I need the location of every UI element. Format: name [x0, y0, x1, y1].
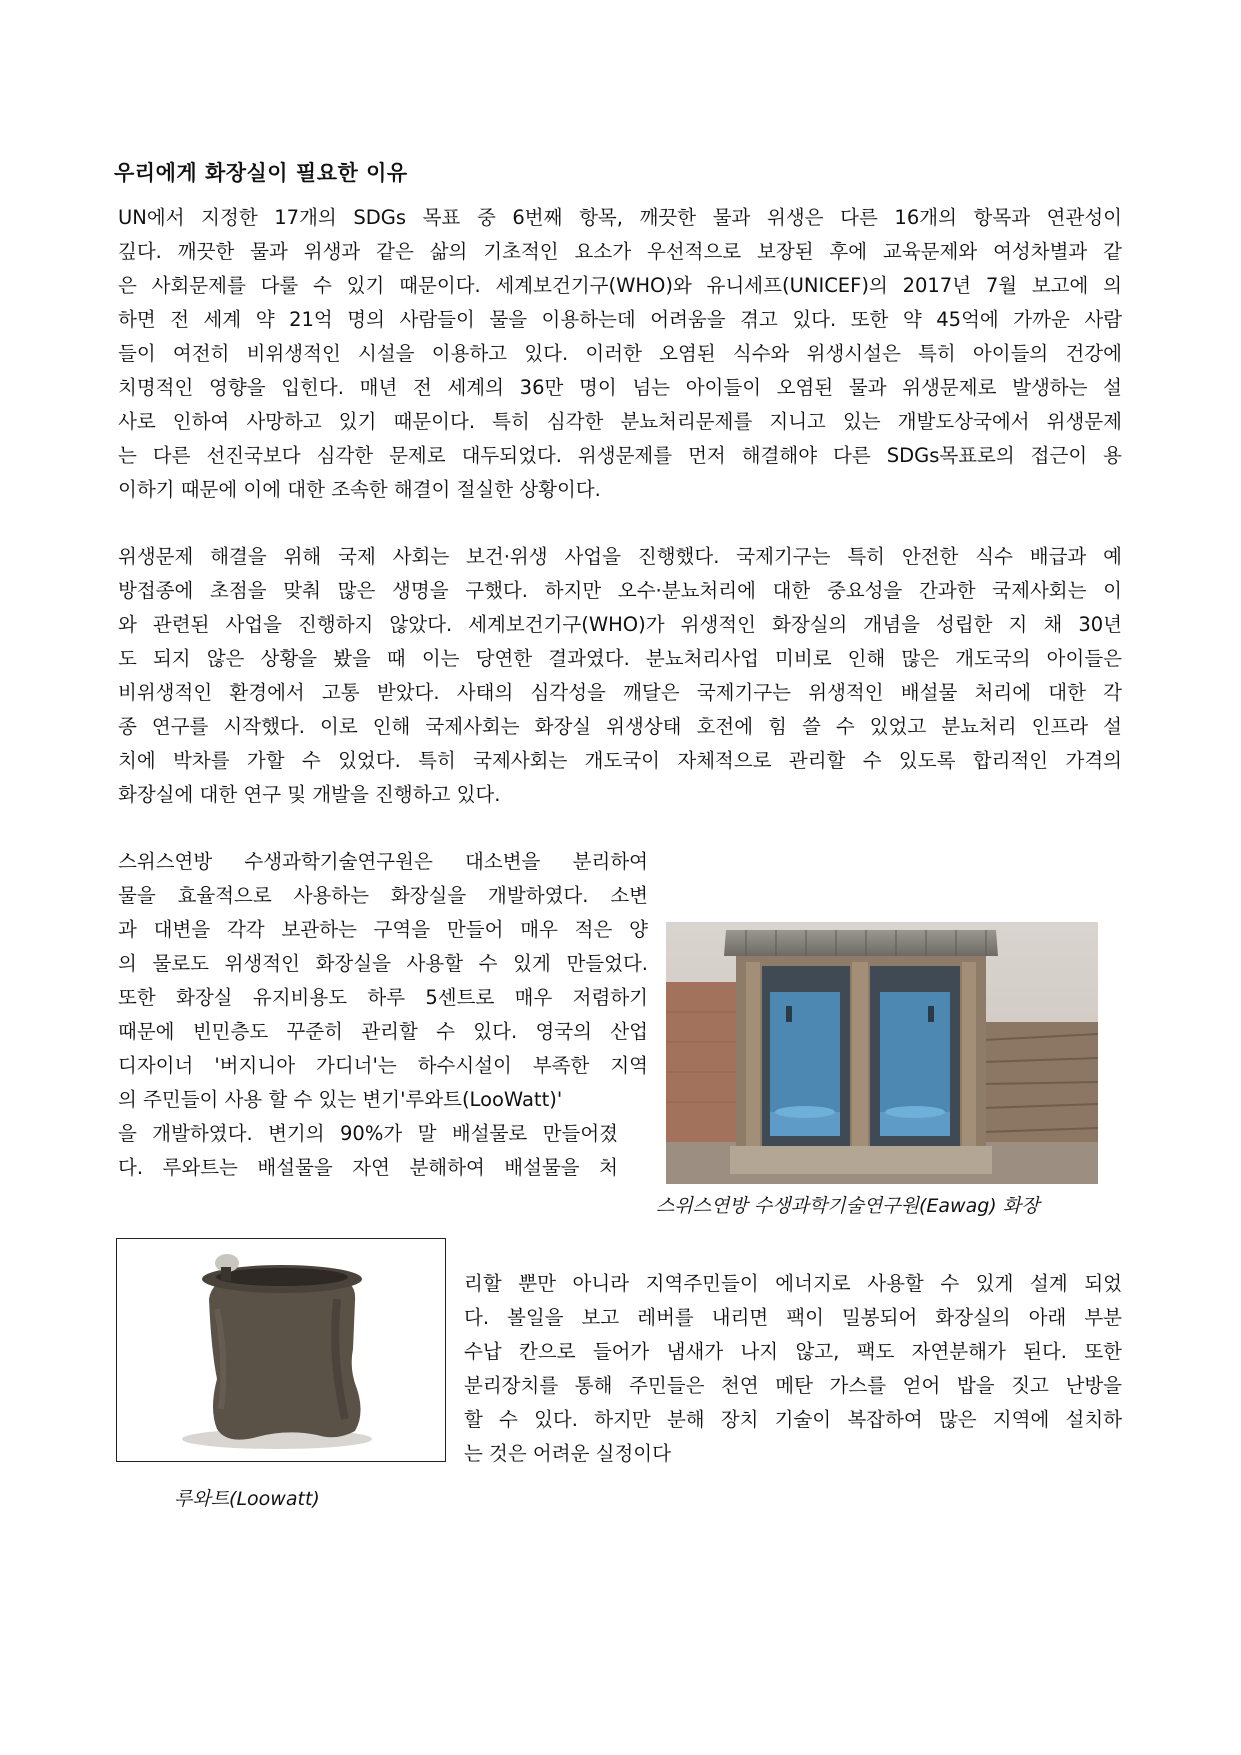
paragraph-line: 는 다른 선진국보다 심각한 문제로 대두되었다. 위생문제를 먼저 해결해야 다른 SDGs목표로의 접근이 용 — [118, 444, 1122, 467]
paragraph-line: 방접종에 초점을 맞춰 많은 생명을 구했다. 하지만 오수·분뇨처리에 대한 중요성을 간과한 국제사회는 이 — [118, 579, 1122, 602]
paragraph-line: 의 물로도 위생적인 화장실을 사용할 수 있게 만들었다. — [118, 952, 648, 975]
eawag-toilet-illustration — [666, 922, 1098, 1184]
paragraph-line: 때문에 빈민층도 꾸준히 관리할 수 있다. 영국의 산업 — [118, 1020, 648, 1043]
paragraph-line: 리할 뿐만 아니라 지역주민들이 에너지로 사용할 수 있게 설계 되었 — [464, 1272, 1122, 1295]
loowatt-photo-frame — [116, 1238, 446, 1462]
paragraph-line: 는 것은 어려운 실정이다 — [464, 1442, 671, 1465]
loowatt-photo-caption: 루와트(Loowatt) — [174, 1488, 320, 1510]
paragraph-line: 도 되지 않은 상황을 봤을 때 이는 당연한 결과였다. 분뇨처리사업 미비로 인해 많은 개도국의 아이들은 — [118, 647, 1122, 670]
paragraph-line: 을 개발하였다. 변기의 90%가 말 배설물로 만들어졌 — [118, 1122, 618, 1145]
paragraph-line: 깊다. 깨끗한 물과 위생과 같은 삶의 기초적인 요소가 우선적으로 보장된 후에 교육문제와 여성차별과 같 — [118, 240, 1122, 263]
paragraph-line: 들이 여전히 비위생적인 시설을 이용하고 있다. 이러한 오염된 식수와 위생시설은 특히 아이들의 건강에 — [118, 342, 1122, 365]
paragraph-line: 분리장치를 통해 주민들은 천연 메탄 가스를 얻어 밥을 짓고 난방을 — [464, 1374, 1122, 1397]
eawag-toilet-photo — [666, 922, 1098, 1184]
paragraph-line: 과 대변을 각각 보관하는 구역을 만들어 매우 적은 양 — [118, 918, 648, 941]
paragraph-line: 와 관련된 사업을 진행하지 않았다. 세계보건기구(WHO)가 위생적인 화장실의 개념을 성립한 지 채 30년 — [118, 613, 1122, 636]
paragraph-line: 할 수 있다. 하지만 분해 장치 기술이 복잡하여 많은 지역에 설치하 — [464, 1408, 1122, 1431]
paragraph-line: 수납 칸으로 들어가 냄새가 나지 않고, 팩도 자연분해가 된다. 또한 — [464, 1340, 1122, 1363]
paragraph-line: 치명적인 영향을 입힌다. 매년 전 세계의 36만 명이 넘는 아이들이 오염된 물과 위생문제로 발생하는 설 — [118, 376, 1122, 399]
paragraph-line: 비위생적인 환경에서 고통 받았다. 사태의 심각성을 깨달은 국제기구는 위생적인 배설물 처리에 대한 각 — [118, 681, 1122, 704]
paragraph-line: 다. 볼일을 보고 레버를 내리면 팩이 밀봉되어 화장실의 아래 부분 — [464, 1306, 1122, 1329]
paragraph-line: 스위스연방 수생과학기술연구원은 대소변을 분리하여 — [118, 850, 648, 873]
paragraph-line: 치에 박차를 가할 수 있었다. 특히 국제사회는 개도국이 자체적으로 관리할 수 있도록 합리적인 가격의 — [118, 749, 1122, 772]
paragraph-line: 디자이너 '버지니아 가디너'는 하수시설이 부족한 지역 — [118, 1054, 648, 1077]
paragraph-line: 하면 전 세계 약 21억 명의 사람들이 물을 이용하는데 어려움을 겪고 있다. 또한 약 45억에 가까운 사람 — [118, 308, 1122, 331]
loowatt-toilet-illustration — [117, 1239, 445, 1461]
paragraph-line: 의 주민들이 사용 할 수 있는 변기'루와트(LooWatt)' — [118, 1088, 563, 1111]
paragraph-line: 또한 화장실 유지비용도 하루 5센트로 매우 저렴하기 — [118, 986, 648, 1009]
paragraph-line: 다. 루와트는 배설물을 자연 분해하여 배설물을 처 — [118, 1156, 618, 1179]
paragraph-line: 은 사회문제를 다룰 수 있기 때문이다. 세계보건기구(WHO)와 유니세프(UNICEF)의 2017년 7월 보고에 의 — [118, 274, 1122, 297]
paragraph-line: 물을 효율적으로 사용하는 화장실을 개발하였다. 소변 — [118, 884, 648, 907]
paragraph-line: 이하기 때문에 이에 대한 조속한 해결이 절실한 상황이다. — [118, 478, 601, 501]
paragraph-line: 종 연구를 시작했다. 이로 인해 국제사회는 화장실 위생상태 호전에 힘 쓸 수 있었고 분뇨처리 인프라 설 — [118, 715, 1122, 738]
eawag-photo-caption: 스위스연방 수생과학기술연구원(Eawag) 화장 — [656, 1195, 1040, 1217]
paragraph-line: 사로 인하여 사망하고 있기 때문이다. 특히 심각한 분뇨처리문제를 지니고 있는 개발도상국에서 위생문제 — [118, 410, 1122, 433]
paragraph-line: 화장실에 대한 연구 및 개발을 진행하고 있다. — [118, 783, 501, 806]
page-title: 우리에게 화장실이 필요한 이유 — [114, 161, 408, 185]
paragraph-line: UN에서 지정한 17개의 SDGs 목표 중 6번째 항목, 깨끗한 물과 위생은 다른 16개의 항목과 연관성이 — [118, 206, 1122, 229]
paragraph-line: 위생문제 해결을 위해 국제 사회는 보건·위생 사업을 진행했다. 국제기구는 특히 안전한 식수 배급과 예 — [118, 545, 1122, 568]
